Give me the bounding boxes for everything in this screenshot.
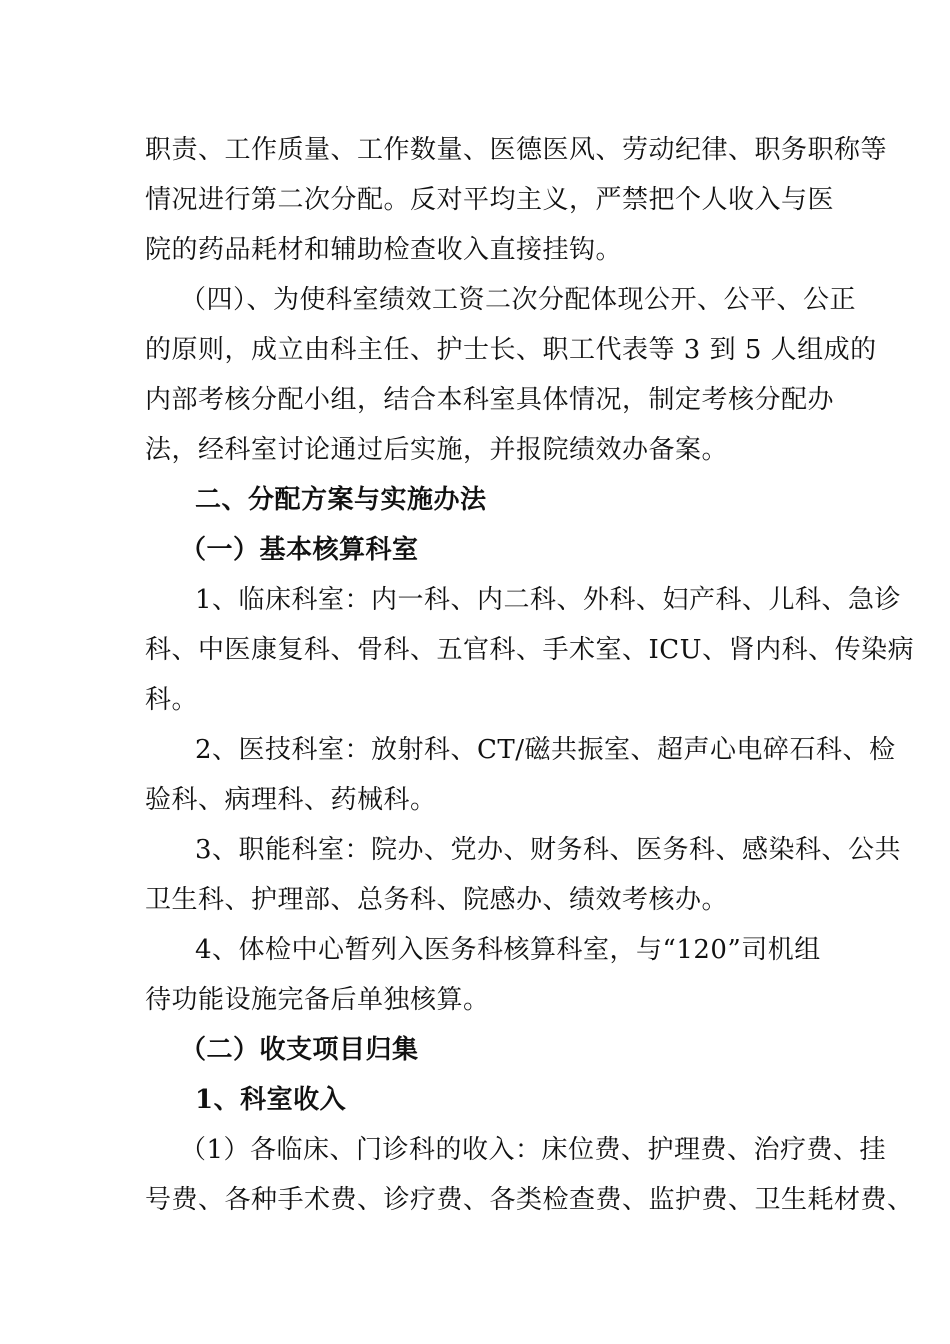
paragraph-line: 卫生科、护理部、总务科、院感办、绩效考核办。: [145, 885, 729, 915]
paragraph-line: 验科、病理科、药械科。: [145, 785, 437, 815]
paragraph-line: 号费、各种手术费、诊疗费、各类检查费、监护费、卫生耗材费、: [145, 1185, 914, 1215]
paragraph-line: 科。: [145, 685, 199, 715]
subsection-heading: 1、科室收入: [195, 1085, 347, 1115]
paragraph-line: （四）、为使科室绩效工资二次分配体现公开、公平、公正: [180, 285, 857, 315]
subsection-heading: （一）基本核算科室: [180, 535, 419, 565]
subsection-heading: （二）收支项目归集: [180, 1035, 419, 1065]
paragraph-line: 职责、工作质量、工作数量、医德医风、劳动纪律、职务职称等: [145, 135, 888, 165]
paragraph-line: 3、职能科室：院办、党办、财务科、医务科、感染科、公共: [195, 835, 902, 865]
section-heading: 二、分配方案与实施办法: [195, 485, 487, 515]
paragraph-line: 的原则，成立由科主任、护士长、职工代表等 3 到 5 人组成的: [145, 335, 877, 365]
paragraph-line: （1）各临床、门诊科的收入：床位费、护理费、治疗费、挂: [180, 1135, 887, 1165]
paragraph-line: 情况进行第二次分配。反对平均主义，严禁把个人收入与医: [145, 185, 835, 215]
paragraph-line: 科、中医康复科、骨科、五官科、手术室、ICU、肾内科、传染病: [145, 635, 915, 665]
paragraph-line: 待功能设施完备后单独核算。: [145, 985, 490, 1015]
paragraph-line: 内部考核分配小组，结合本科室具体情况，制定考核分配办: [145, 385, 835, 415]
paragraph-line: 院的药品耗材和辅助检查收入直接挂钩。: [145, 235, 623, 265]
paragraph-line: 2、医技科室：放射科、CT/磁共振室、超声心电碎石科、检: [195, 735, 896, 765]
paragraph-line: 1、临床科室：内一科、内二科、外科、妇产科、儿科、急诊: [195, 585, 902, 615]
paragraph-line: 法，经科室讨论通过后实施，并报院绩效办备案。: [145, 435, 729, 465]
paragraph-line: 4、体检中心暂列入医务科核算科室，与“120”司机组: [195, 935, 821, 965]
